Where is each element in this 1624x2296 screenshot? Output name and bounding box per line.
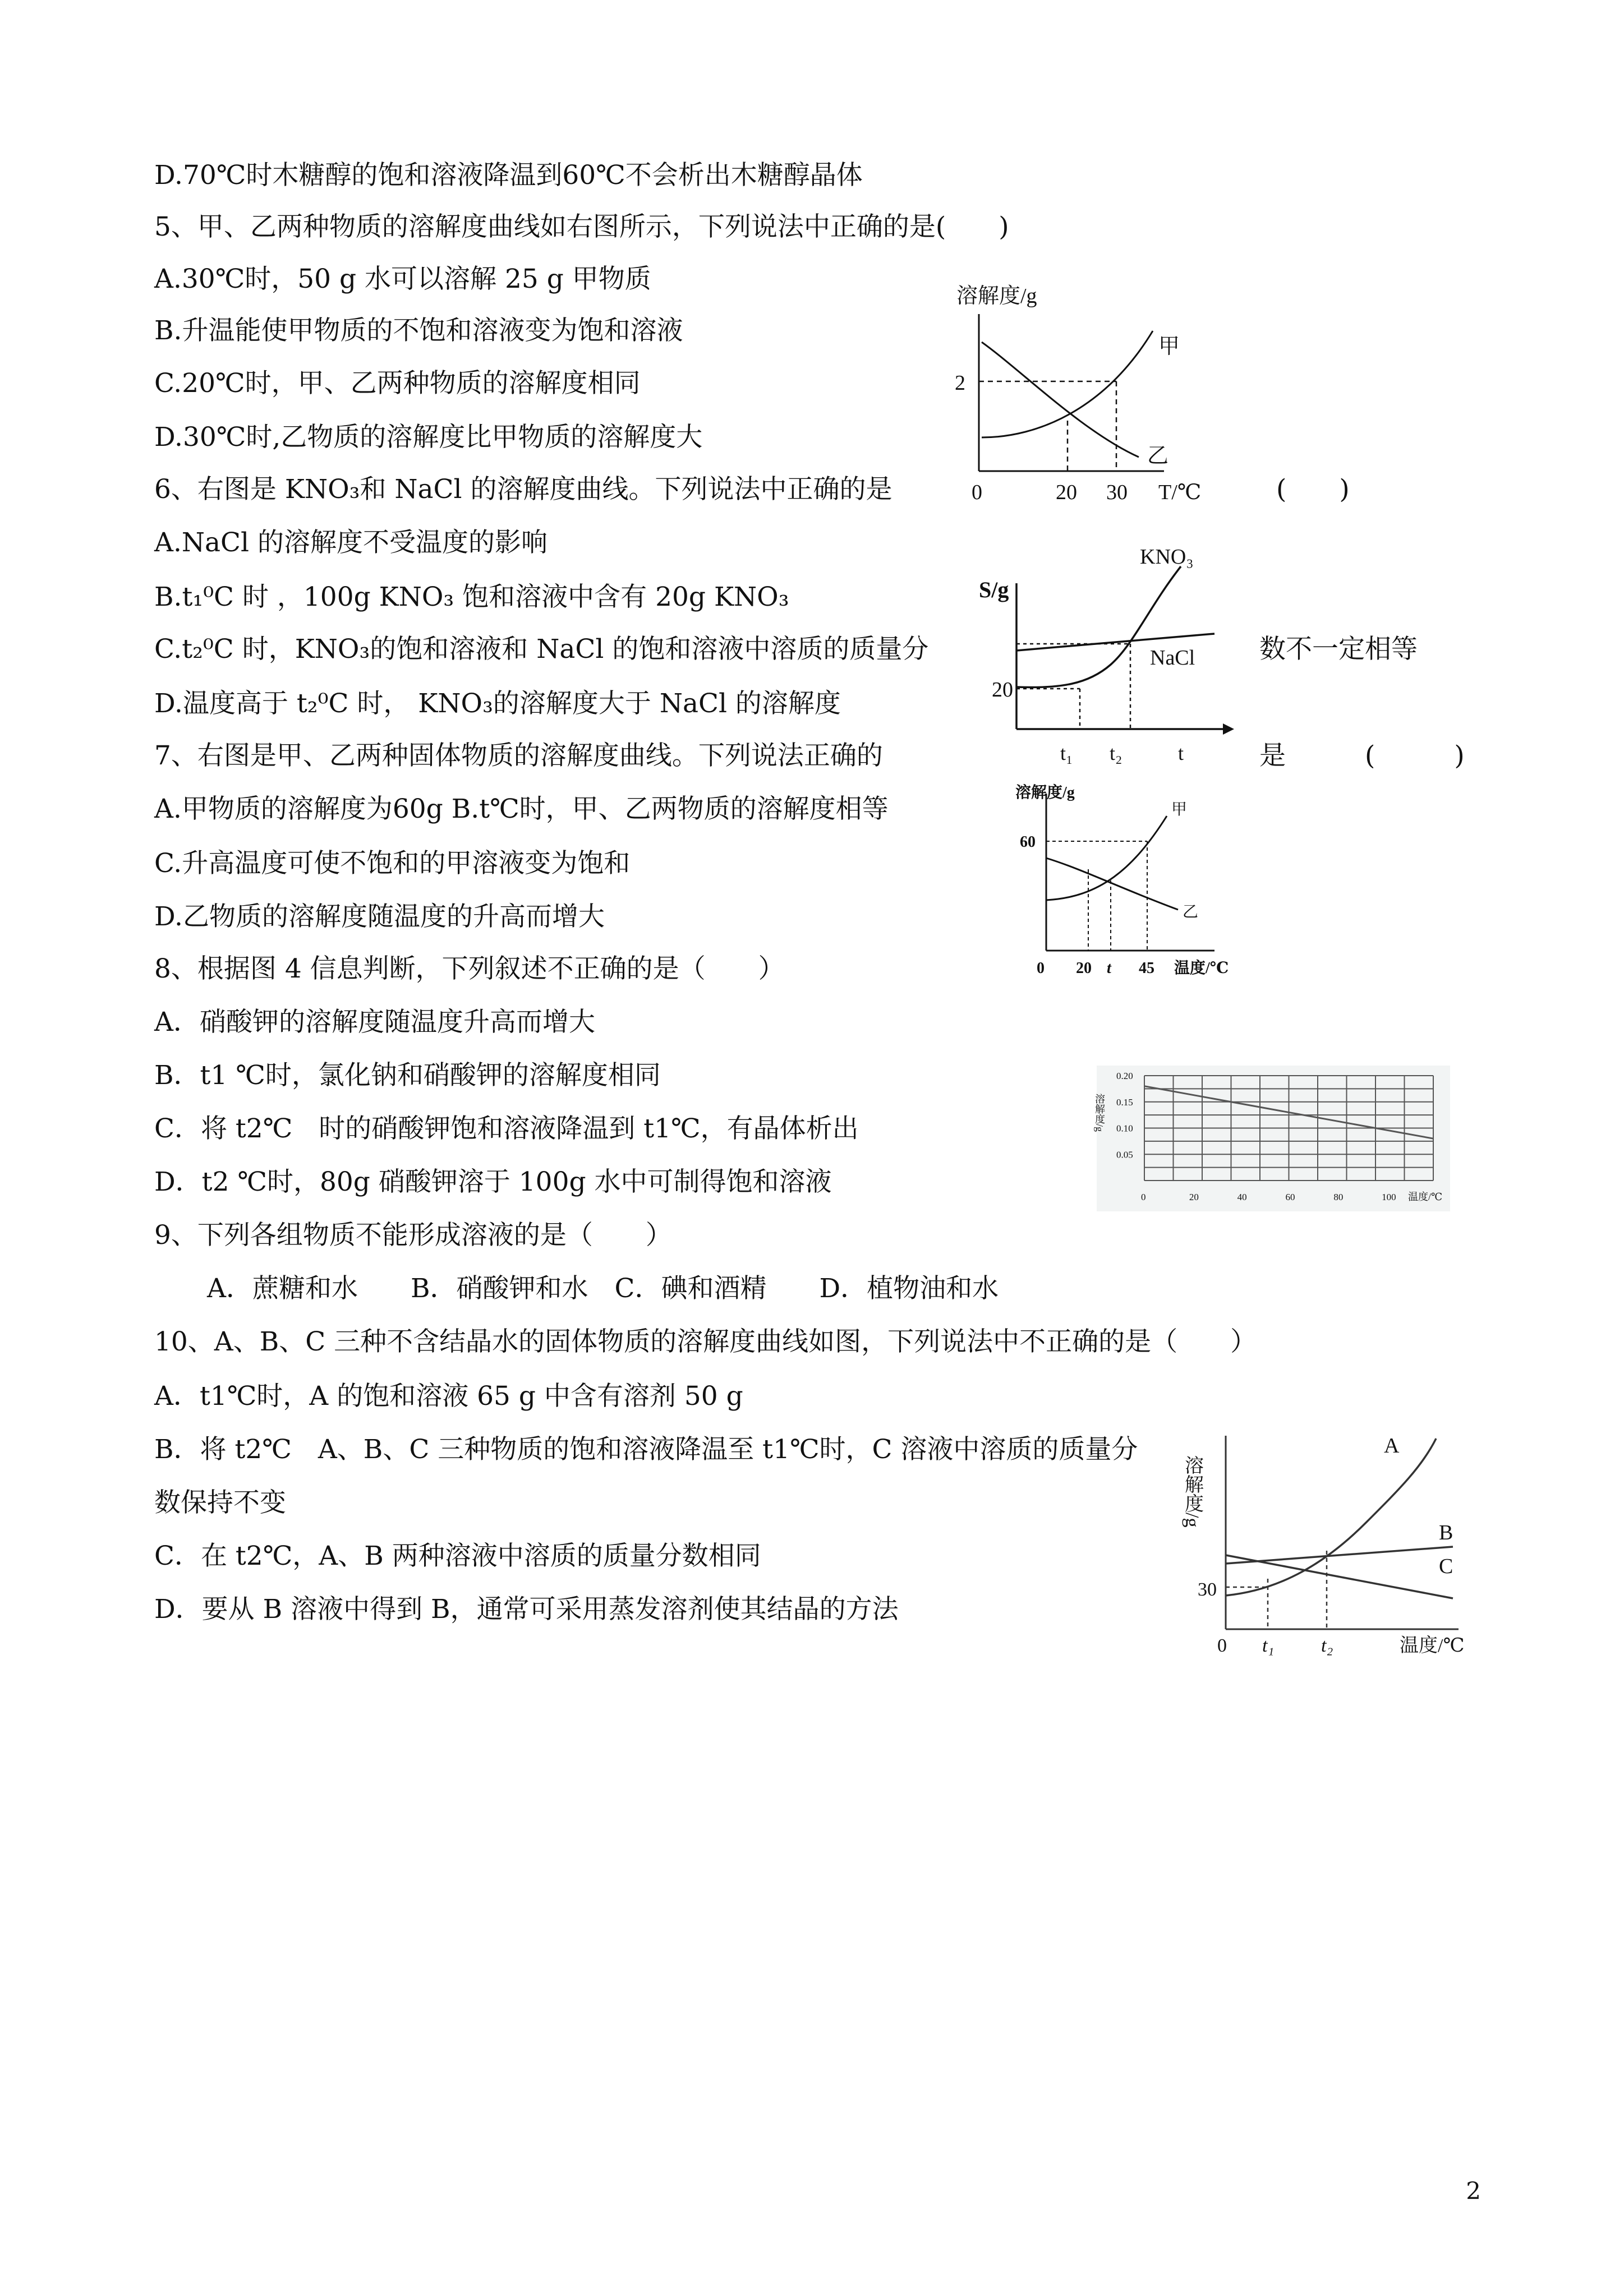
q7-x-tick-20: 20 [1076,960,1092,977]
q6-option-c: C.t₂⁰C 时，KNO₃的饱和溶液和 NaCl 的饱和溶液中溶质的质量分 [154,634,929,665]
question-5: 5、甲、乙两种物质的溶解度曲线如右图所示，下列说法中正确的是( ) [154,211,1009,242]
q6-solubility-chart [976,544,1245,768]
q7-option-d: D.乙物质的溶解度随温度的升高而增大 [154,901,605,932]
q5-option-b: B.升温能使甲物质的不饱和溶液变为饱和溶液 [154,315,683,346]
q10-option-b: B．将 t2℃ A、B、C 三种物质的饱和溶液降温至 t1℃时，C 溶液中溶质的质量分 [154,1434,1138,1465]
q10-x-tick-t1: t₁ [1262,1635,1275,1656]
q5-option-a: A.30℃时，50 g 水可以溶解 25 g 甲物质 [154,264,651,294]
q7-x-tick-t: t [1107,960,1111,977]
q8-y-tick: 0.10 [1116,1123,1133,1134]
q10-x-tick-t2: t₂ [1321,1635,1333,1656]
q8-x-tick: 100 [1382,1192,1396,1202]
q6-x-tick-t2: t₂ [1110,742,1122,764]
q10-x-tick-0: 0 [1217,1635,1227,1656]
q6-x-tick-t1: t₁ [1060,742,1073,764]
q8-option-d: D．t2 ℃时，80g 硝酸钾溶于 100g 水中可制得饱和溶液 [154,1167,832,1197]
q9-options: A．蔗糖和水 B．硝酸钾和水 C．碘和酒精 D．植物油和水 [154,1273,999,1304]
q10-option-b-cont: 数保持不变 [154,1487,286,1518]
q10-curve-c [1226,1555,1453,1598]
q7-y-axis-label: 溶解度/g [1015,784,1075,801]
q5-label-yi: 乙 [1147,444,1169,468]
question-6: 6、右图是 KNO₃和 NaCl 的溶解度曲线。下列说法中正确的是 [154,474,892,505]
q5-solubility-chart [948,269,1217,510]
q7-curve-yi [1046,858,1178,910]
page-number: 2 [1466,2177,1481,2205]
q8-x-tick: 0 [1141,1192,1146,1202]
q10-y-axis-label: 溶解度/g [1181,1455,1203,1528]
q7-curve-jia [1046,816,1167,900]
q6-option-b: B.t₁⁰C 时 ，100g KNO₃ 饱和溶液中含有 20g KNO₃ [154,582,789,612]
q5-x-axis-label: T/℃ [1158,481,1202,504]
q6-y-tick-20: 20 [992,678,1013,702]
q8-y-axis-label: 溶解度/g [1094,1094,1105,1132]
q10-label-a: A [1384,1434,1400,1458]
q8-solubility-grid-chart [1094,1066,1450,1211]
q7-solubility-chart [1015,780,1251,979]
q7-x-axis-label: 温度/℃ [1174,960,1229,977]
q10-solubility-chart [1181,1427,1478,1663]
q8-y-tick: 0.05 [1116,1149,1133,1160]
q6-y-axis-label: S/g [979,577,1009,602]
q6-option-d: D.温度高于 t₂⁰C 时， KNO₃的溶解度大于 NaCl 的溶解度 [154,688,841,719]
q5-label-jia: 甲 [1158,335,1180,358]
q7-label-yi: 乙 [1183,903,1199,921]
q8-x-tick: 80 [1333,1192,1344,1202]
q5-x-tick-0: 0 [972,481,982,504]
q5-curve-yi [982,342,1139,457]
q8-y-tick: 0.20 [1116,1071,1133,1081]
q8-option-a: A．硝酸钾的溶解度随温度升高而增大 [154,1007,595,1038]
question-8: 8、根据图 4 信息判断，下列叙述不正确的是（ ） [154,953,785,984]
question-9: 9、下列各组物质不能形成溶液的是（ ） [154,1220,672,1251]
q7-option-ab: A.甲物质的溶解度为60g B.t℃时，甲、乙两物质的溶解度相等 [154,794,889,824]
q7-x-tick-0: 0 [1037,960,1045,977]
q10-option-d: D．要从 B 溶液中得到 B，通常可采用蒸发溶剂使其结晶的方法 [154,1594,899,1625]
q4-option-d: D.70℃时木糖醇的饱和溶液降温到60℃不会析出木糖醇晶体 [154,160,863,191]
q8-option-b: B．t1 ℃时，氯化钠和硝酸钾的溶解度相同 [154,1060,661,1091]
q8-option-c: C．将 t2℃ 时的硝酸钾饱和溶液降温到 t1℃，有晶体析出 [154,1113,859,1144]
q5-x-tick-30: 30 [1106,481,1128,504]
q8-y-tick: 0.15 [1116,1096,1133,1108]
q10-curve-a [1226,1439,1436,1596]
q5-option-c: C.20℃时，甲、乙两种物质的溶解度相同 [154,368,641,399]
q10-option-c: C．在 t2℃，A、B 两种溶液中溶质的质量分数相同 [154,1541,761,1571]
q5-x-tick-20: 20 [1056,481,1077,504]
q6-label-kno3: KNO₃ [1140,545,1194,569]
q5-y-axis-label: 溶解度/g [956,284,1037,308]
q7-y-tick-60: 60 [1020,833,1036,851]
q10-label-b: B [1439,1521,1453,1545]
q7-option-c: C.升高温度可使不饱和的甲溶液变为饱和 [154,848,631,879]
q7-label-jia: 甲 [1171,801,1188,818]
question-10: 10、A、B、C 三种不含结晶水的固体物质的溶解度曲线如图，下列说法中不正确的是（ ） [154,1326,1257,1357]
question-7: 7、右图是甲、乙两种固体物质的溶解度曲线。下列说法正确的 [154,740,883,771]
q6-answer-paren: ( ) [1276,474,1350,505]
q8-x-tick: 20 [1189,1192,1199,1202]
q8-x-tick: 40 [1237,1192,1247,1202]
q10-option-a: A．t1℃时，A 的饱和溶液 65 g 中含有溶剂 50 g [154,1381,743,1412]
q5-y-tick-2: 2 [955,371,965,395]
q8-x-axis-label: 温度/℃ [1408,1191,1443,1202]
q10-label-c: C [1439,1555,1453,1578]
q5-option-d: D.30℃时,乙物质的溶解度比甲物质的溶解度大 [154,422,703,453]
q10-y-tick-30: 30 [1198,1579,1217,1600]
q7-x-tick-45: 45 [1139,960,1154,977]
q10-x-axis-label: 温度/℃ [1400,1635,1465,1656]
q8-x-tick: 60 [1285,1192,1295,1202]
q6-x-tick-t: t [1178,742,1184,764]
q7-tail: 是 ( ) [1259,740,1465,771]
q6-option-c-tail: 数不一定相等 [1259,634,1418,665]
q6-option-a: A.NaCl 的溶解度不受温度的影响 [154,527,548,558]
q6-label-nacl: NaCl [1150,646,1195,670]
